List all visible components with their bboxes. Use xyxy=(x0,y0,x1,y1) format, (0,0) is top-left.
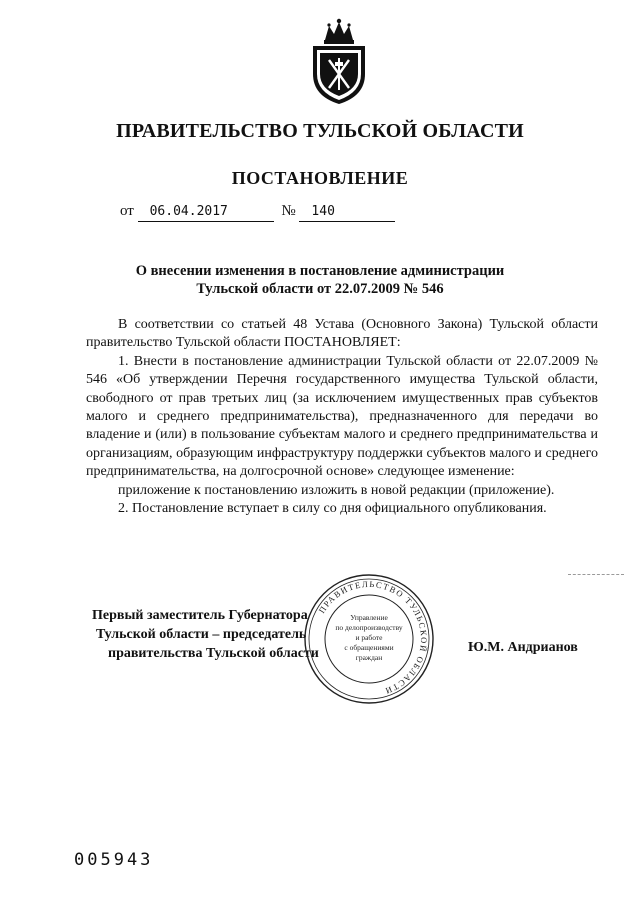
document-number: 140 xyxy=(299,205,395,222)
document-type: ПОСТАНОВЛЕНИЕ xyxy=(231,168,409,188)
signer-name: Ю.М. Андрианов xyxy=(468,640,578,655)
signer-position-line-2: Тульской области – председатель xyxy=(96,627,307,642)
document-body xyxy=(86,316,598,518)
stamp-line-2: по делопроизводству xyxy=(335,623,403,632)
number-prefix: № xyxy=(281,203,296,219)
signer-position-line-3: правительства Тульской области xyxy=(108,646,319,661)
registration-number: 005943 xyxy=(74,850,154,870)
body-paragraph-3: приложение к постановлению изложить в новой редакции (приложение). xyxy=(118,482,555,498)
coat-of-arms-icon xyxy=(303,16,375,106)
scan-divider xyxy=(568,574,624,576)
subject-line-1: О внесении изменения в постановление администрации xyxy=(135,263,505,279)
body-paragraph-1: В соответствии со статьей 48 Устава (Основного Закона) Тульской области правительство Тульской области ПОСТАНОВЛЯЕТ: xyxy=(86,317,598,351)
signer-position-line-1: Первый заместитель Губернатора xyxy=(92,608,308,623)
stamp-line-4: с обращениями xyxy=(344,643,394,652)
stamp-ring-text: ПРАВИТЕЛЬСТВО ТУЛЬСКОЙ ОБЛАСТИ xyxy=(316,578,430,697)
document-date: 06.04.2017 xyxy=(138,205,274,222)
stamp-line-1: Управление xyxy=(350,613,388,622)
body-paragraph-4: 2. Постановление вступает в силу со дня официального опубликования. xyxy=(118,501,547,517)
stamp-line-3: и работе xyxy=(355,633,383,642)
signer-position xyxy=(92,606,319,663)
stamp-line-5: граждан xyxy=(355,653,383,662)
date-number-line xyxy=(120,203,395,222)
official-stamp xyxy=(302,572,436,706)
subject-line-2: Тульской области от 22.07.2009 № 546 xyxy=(196,281,444,297)
government-title: ПРАВИТЕЛЬСТВО ТУЛЬСКОЙ ОБЛАСТИ xyxy=(116,120,524,142)
date-prefix: от xyxy=(120,203,134,219)
body-paragraph-2: 1. Внести в постановление администрации Тульской области от 22.07.2009 № 546 «Об утверждении Перечня государственного имущества Тульской области, свободного от прав третьих лиц (за исключением имущественных прав субъектов малого и среднего предпринимательства), предназначенного для передачи во владение и (или) в пользование субъектам малого и среднего предпринимательства и организациям, образующим инфраструктуру поддержки субъектов малого и среднего предпринимательства, на долгосрочной основе» следующее изменение: xyxy=(86,353,598,480)
document-subject xyxy=(0,262,640,298)
